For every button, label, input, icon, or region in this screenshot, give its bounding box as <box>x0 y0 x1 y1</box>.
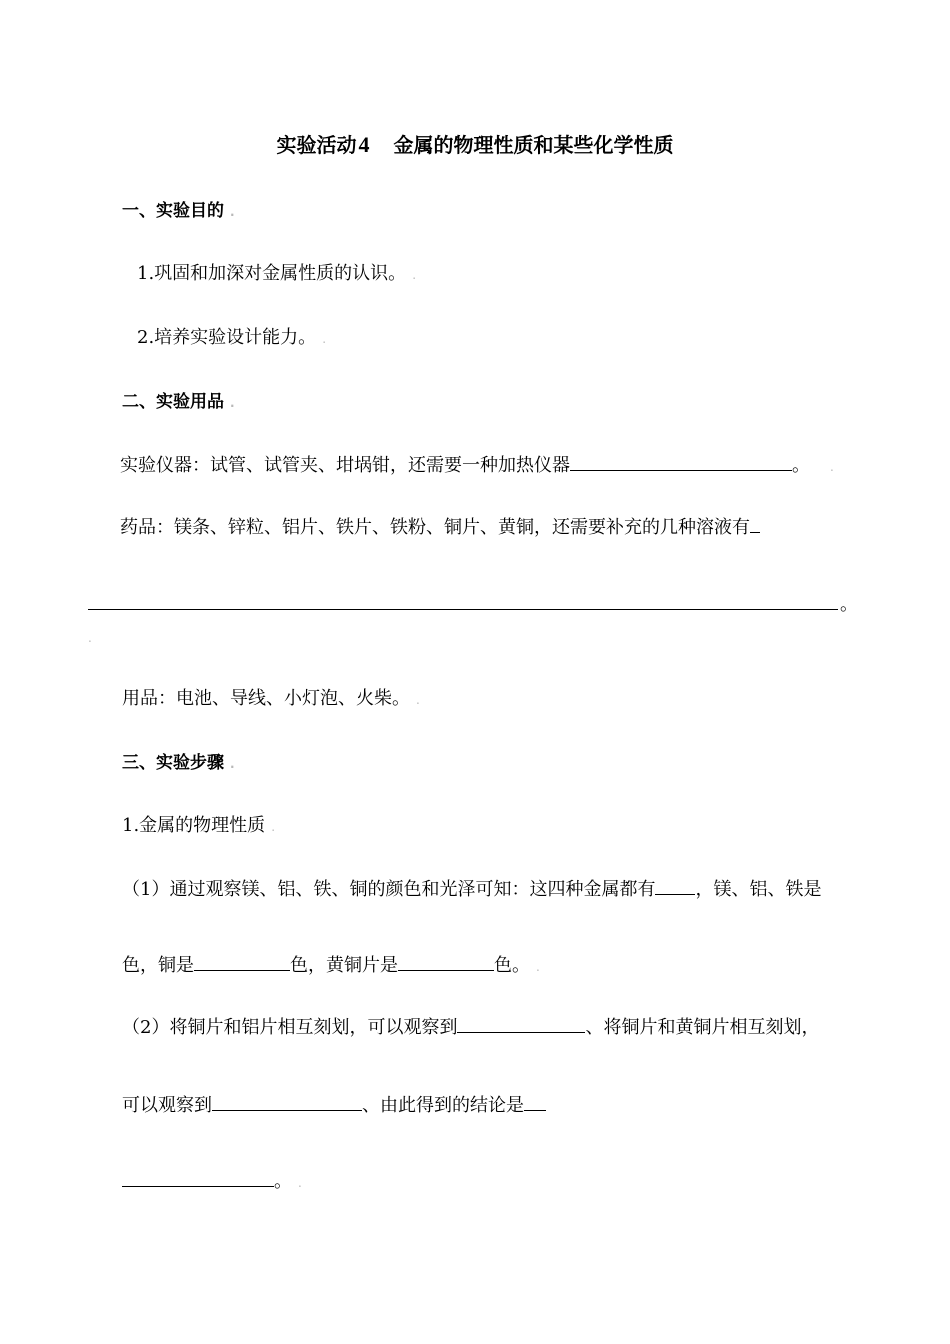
paragraph-mark: . <box>322 332 327 346</box>
section-heading-supplies: 二、实验用品 . <box>122 392 235 412</box>
title-number: 4 <box>358 132 370 157</box>
paragraph-mark: . <box>298 1176 302 1190</box>
steps-subheading-physical: 1.金属的物理性质 . <box>122 815 276 836</box>
answer-blank-heater[interactable] <box>570 452 792 471</box>
question-2-line-3: 。 . <box>122 1168 302 1196</box>
question-2-line-2: 可以观察到 、由此得到的结论是 <box>122 1092 546 1119</box>
paragraph-mark: . <box>230 757 235 771</box>
paragraph-mark: . <box>230 396 235 410</box>
page-title <box>0 131 950 159</box>
paragraph-mark: . <box>536 960 540 974</box>
answer-blank-brass-color[interactable] <box>398 952 494 971</box>
instruments-line: 实验仪器：试管、试管夹、坩埚钳，还需要一种加热仪器 。 . <box>120 452 834 480</box>
question-1-line-1: （1）通过观察镁、铝、铁、铜的颜色和光泽可知：这四种金属都有 ，镁、铝、铁是 <box>122 876 821 903</box>
section-heading-purpose: 一、实验目的 . <box>122 201 235 221</box>
purpose-item-2: 2.培养实验设计能力。 . <box>137 327 327 348</box>
title-suffix: 金属的物理性质和某些化学性质 <box>393 133 674 157</box>
paragraph-mark: . <box>416 693 420 707</box>
paragraph-mark: . <box>230 205 235 219</box>
title-prefix: 实验活动 <box>276 133 357 157</box>
reagents-line: 药品：镁条、锌粒、铝片、铁片、铁粉、铜片、黄铜，还需要补充的几种溶液有 <box>120 514 760 541</box>
purpose-item-1: 1.巩固和加深对金属性质的认识。 . <box>137 263 417 284</box>
answer-blank-luster[interactable] <box>655 876 695 895</box>
paragraph-mark: . <box>271 820 276 834</box>
answer-blank-copper-aluminum[interactable] <box>457 1014 585 1033</box>
answer-blank-solutions[interactable] <box>88 609 838 610</box>
question-1-line-2: 色，铜是 色，黄铜片是 色。 . <box>122 952 540 980</box>
question-2-line-1: （2）将铜片和铝片相互刻划，可以观察到 、将铜片和黄铜片相互刻划， <box>122 1014 819 1041</box>
paragraph-mark: . <box>88 631 92 645</box>
paragraph-mark: . <box>830 460 834 474</box>
answer-blank-copper-brass[interactable] <box>212 1092 362 1111</box>
paragraph-mark: . <box>412 268 417 282</box>
section-heading-steps: 三、实验步骤 . <box>122 753 235 773</box>
items-line: 用品：电池、导线、小灯泡、火柴。 . <box>122 688 420 709</box>
reagents-end: 。 <box>840 594 858 615</box>
answer-blank-solutions-start[interactable] <box>750 514 760 533</box>
answer-blank-copper-color[interactable] <box>194 952 290 971</box>
answer-blank-conclusion-start[interactable] <box>524 1092 546 1111</box>
answer-blank-conclusion[interactable] <box>122 1168 274 1187</box>
